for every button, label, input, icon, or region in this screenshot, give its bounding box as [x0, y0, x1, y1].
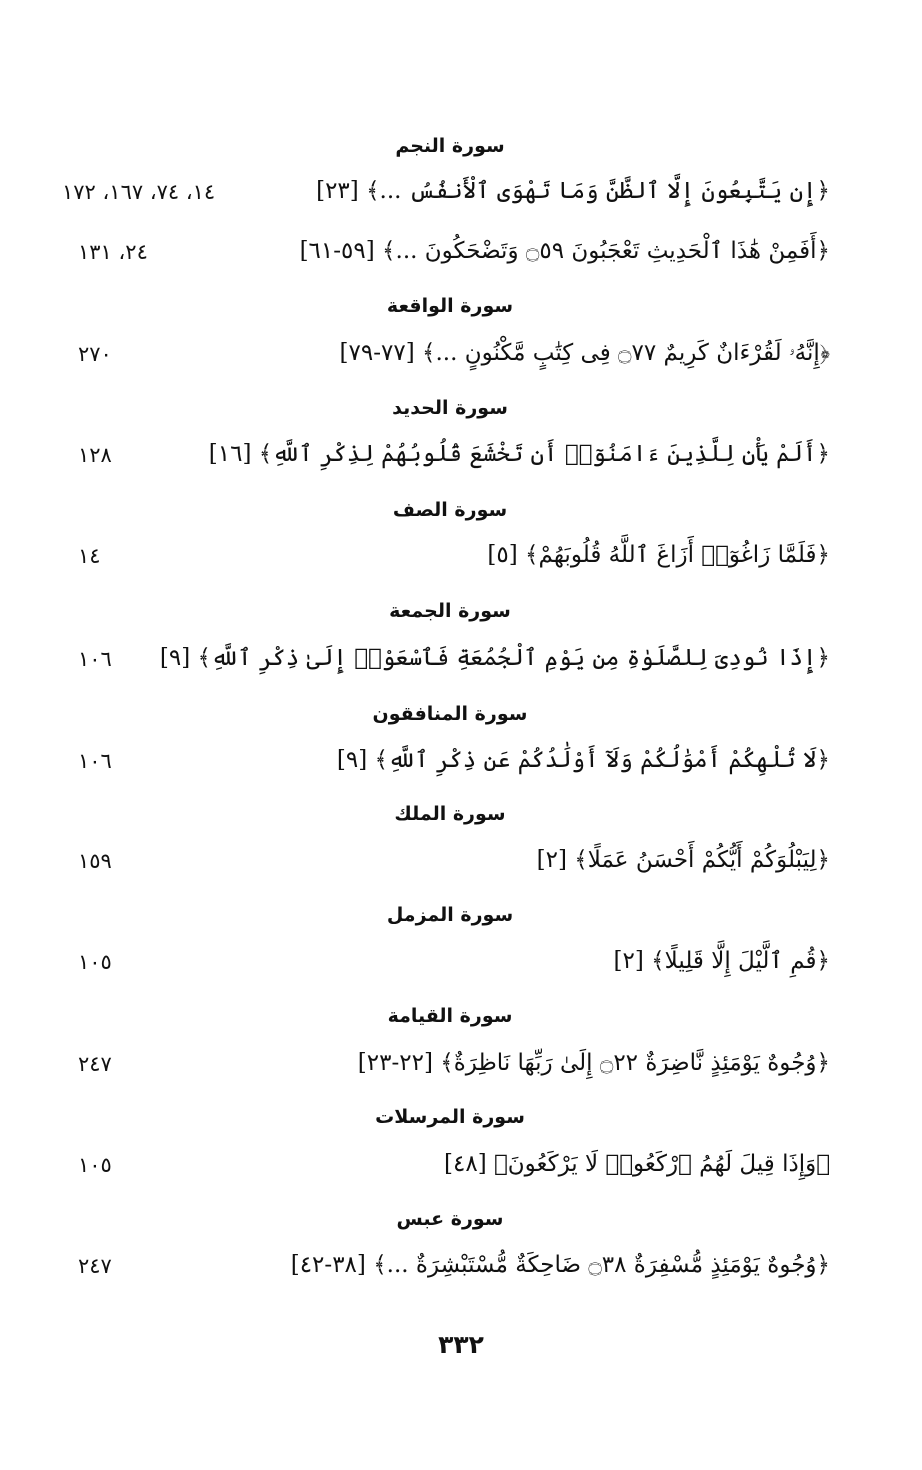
page-references: ١٠٦ — [78, 749, 112, 773]
verse-entry: ﴿أَلَمْ يَأْنِ لِلَّذِينَ ءَامَنُوٓا۟ أَن تَخْشَعَ قُلُوبُهُمْ لِذِكْرِ ٱللَّهِ﴾ [١٦] — [208, 441, 830, 467]
verse-entry: ﴿وُجُوهٌ يَوْمَئِذٍ نَّاضِرَةٌ ۝٢٢ إِلَىٰ رَبِّهَا نَاظِرَةٌ﴾ [٢٢-٢٣] — [357, 1050, 830, 1076]
page-references: ١٤، ٧٤، ١٦٧، ١٧٢ — [62, 180, 216, 204]
page-references: ١٤ — [78, 544, 101, 568]
verse-entry: ﴿وُجُوهٌ يَوْمَئِذٍ مُّسْفِرَةٌ ۝٣٨ ضَاحِكَةٌ مُّسْتَبْشِرَةٌ ...﴾ [٣٨-٤٢] — [290, 1252, 830, 1278]
verse-entry: ﴿أَفَمِنْ هَٰذَا ٱلْحَدِيثِ تَعْجَبُونَ ۝٥٩ وَتَضْحَكُونَ ...﴾ [٥٩-٦١] — [299, 238, 830, 264]
surah-title-mursalat: سورة المرسلات — [375, 1106, 525, 1128]
page-number: ٣٣٢ — [438, 1330, 484, 1359]
surah-title-najm: سورة النجم — [395, 135, 505, 157]
surah-title-jumuah: سورة الجمعة — [389, 600, 511, 622]
surah-title-muzzammil: سورة المزمل — [386, 904, 514, 926]
page-references: ١٠٥ — [78, 950, 112, 974]
verse-entry: ﴿وَإِذَا قِيلَ لَهُمُ ٱرْكَعُوا۟ لَا يَرْكَعُونَ﴾ [٤٨] — [443, 1151, 830, 1177]
page-references: ١٢٨ — [78, 443, 112, 467]
page-references: ٢٤٧ — [78, 1052, 112, 1076]
verse-entry: ﴿إِنَّهُۥ لَقُرْءَانٌ كَرِيمٌ ۝٧٧ فِى كِتَٰبٍ مَّكْنُونٍ ...﴾ [٧٧-٧٩] — [339, 340, 830, 366]
page-references: ١٠٦ — [78, 647, 112, 671]
page-references: ٢٤٧ — [78, 1254, 112, 1278]
page-references: ١٥٩ — [78, 849, 112, 873]
surah-title-waqiah: سورة الواقعة — [386, 295, 514, 317]
page-references: ١٠٥ — [78, 1153, 112, 1177]
verse-entry: ﴿إِذَا نُودِىَ لِلصَّلَوٰةِ مِن يَوْمِ ٱلْجُمُعَةِ فَٱسْعَوْا۟ إِلَىٰ ذِكْرِ ٱللَّهِ﴾ [٩] — [159, 645, 830, 671]
verse-entry: ﴿فَلَمَّا زَاغُوٓا۟ أَزَاغَ ٱللَّهُ قُلُوبَهُمْ﴾ [٥] — [487, 542, 830, 568]
verse-entry: ﴿لَا تُلْهِكُمْ أَمْوَٰلُكُمْ وَلَآ أَوْلَٰدُكُمْ عَن ذِكْرِ ٱللَّهِ﴾ [٩] — [336, 747, 830, 773]
verse-entry: ﴿قُمِ ٱلَّيْلَ إِلَّا قَلِيلًا﴾ [٢] — [613, 948, 830, 974]
surah-title-abasa: سورة عبس — [396, 1208, 504, 1230]
page-references: ٢٧٠ — [78, 342, 112, 366]
surah-title-qiyamah: سورة القيامة — [387, 1005, 513, 1027]
verse-entry: ﴿لِيَبْلُوَكُمْ أَيُّكُمْ أَحْسَنُ عَمَلًا﴾ [٢] — [536, 847, 830, 873]
surah-title-saff: سورة الصف — [392, 499, 508, 521]
page-references: ٢٤، ١٣١ — [78, 240, 148, 264]
surah-title-hadid: سورة الحديد — [392, 397, 508, 419]
verse-entry: ﴿إِن يَتَّبِعُونَ إِلَّا ٱلظَّنَّ وَمَا تَهْوَى ٱلْأَنفُسُ ...﴾ [٢٣] — [316, 178, 830, 204]
surah-title-mulk: سورة الملك — [394, 803, 506, 825]
surah-title-munafiqun: سورة المنافقون — [372, 703, 528, 725]
